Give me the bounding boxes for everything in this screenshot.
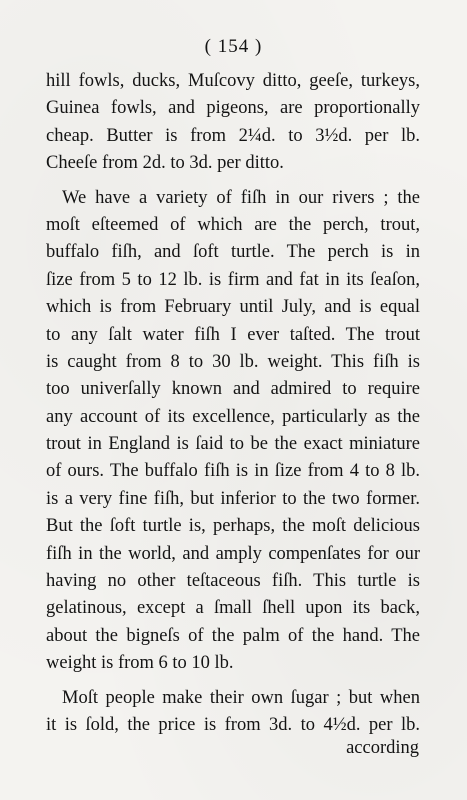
text-line: too univerſally known and admired to require (46, 379, 420, 400)
text-line: any account of its excellence, particularly as the (46, 406, 420, 427)
text-line: cheap. Butter is from 2¼d. to 3½d. per lb. (46, 125, 420, 146)
text-line: Guinea fowls, and pigeons, are proportionally (46, 98, 420, 119)
text-line: trout in England is ſaid to be the exact miniature (46, 434, 420, 455)
text-line: is caught from 8 to 30 lb. weight. This fiſh is (46, 351, 420, 372)
text-line: Cheeſe from 2d. to 3d. per ditto. (46, 153, 284, 174)
text-line: We have a variety of fiſh in our rivers ; the (62, 187, 420, 208)
text-line: of ours. The buffalo fiſh is in ſize from 4 to 8 lb. (46, 461, 420, 482)
paragraph-gap (46, 178, 420, 185)
text-line: Moſt people make their own ſugar ; but when (62, 687, 420, 708)
catchword: according (346, 738, 419, 758)
text-line: is a very fine fiſh, but inferior to the two former. (46, 488, 420, 509)
text-line: moſt eſteemed of which are the perch, trout, (46, 214, 420, 235)
text-line: fiſh in the world, and amply compenſates for our (46, 543, 420, 564)
paragraph-3 (46, 685, 420, 740)
text-line: But the ſoft turtle is, perhaps, the moſt delicious (46, 516, 420, 537)
text-line: it is ſold, the price is from 3d. to 4½d. per lb. (46, 714, 420, 735)
text-line: buffalo fiſh, and ſoft turtle. The perch is in (46, 242, 420, 263)
text-line: which is from February until July, and is equal (46, 297, 420, 318)
paragraph-gap (46, 678, 420, 685)
paragraph-1 (46, 68, 420, 178)
text-line: ſize from 5 to 12 lb. is firm and fat in its ſeaſon, (46, 269, 420, 290)
text-line: having no other teſtaceous fiſh. This turtle is (46, 571, 420, 592)
text-line: hill fowls, ducks, Muſcovy ditto, geeſe, turkeys, (46, 71, 420, 91)
text-line: about the bigneſs of the palm of the hand. The (46, 625, 420, 646)
text-line: gelatinous, except a ſmall ſhell upon its back, (46, 598, 420, 619)
text-line: weight is from 6 to 10 lb. (46, 653, 234, 674)
text-line: to any ſalt water fiſh I ever taſted. The trout (46, 324, 420, 345)
body-text (46, 68, 420, 739)
page-number: ( 154 ) (204, 36, 263, 57)
paragraph-2 (46, 185, 420, 678)
